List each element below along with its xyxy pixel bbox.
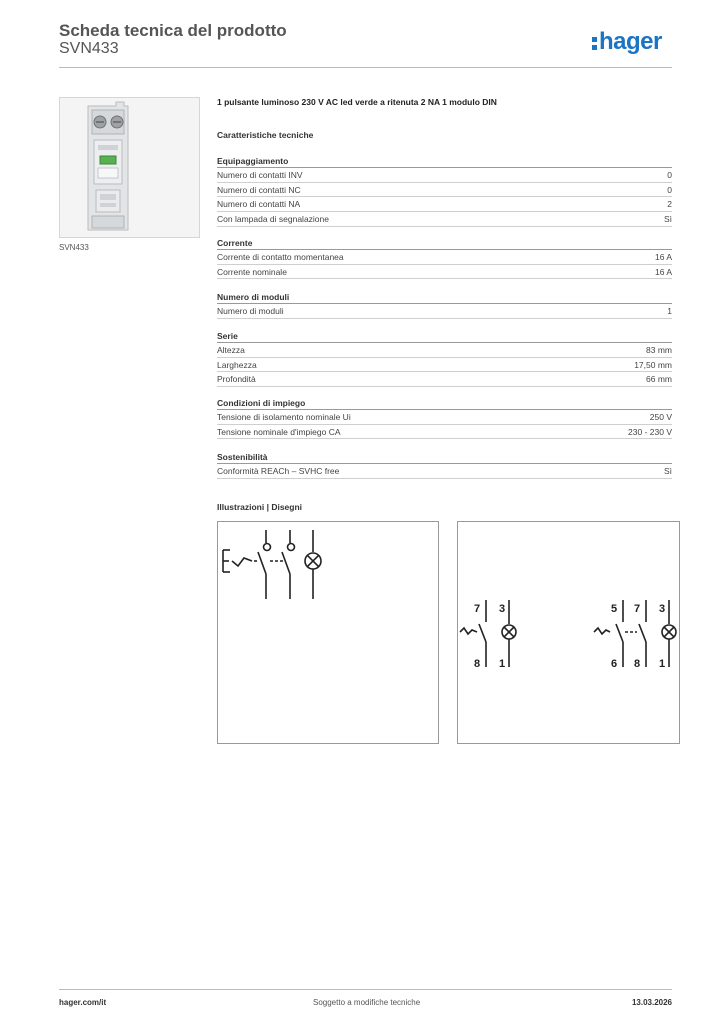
terminal-label: 7 [474, 603, 481, 615]
terminal-label: 7 [634, 603, 641, 615]
row-label: Profondità [217, 374, 256, 385]
page-title: Scheda tecnica del prodotto [59, 21, 287, 40]
wiring-diagram [457, 521, 680, 744]
table-row [217, 168, 672, 183]
product-image-caption: SVN433 [59, 243, 89, 252]
table-row [217, 464, 672, 479]
table-row [217, 212, 672, 227]
row-value: 2 [667, 199, 672, 210]
row-label: Numero di moduli [217, 306, 284, 316]
footer-divider [59, 989, 672, 990]
row-label: Corrente nominale [217, 266, 287, 277]
hager-logo[interactable] [592, 28, 662, 56]
din-rail-device-icon [60, 98, 199, 237]
row-value: 16 A [654, 266, 672, 277]
row-value: 66 mm [646, 374, 672, 385]
group-title: Numero di moduli [217, 291, 672, 304]
terminal-label: 1 [499, 658, 506, 670]
schematic-symbol-diagram [217, 521, 439, 744]
terminal-label: 3 [659, 603, 666, 615]
spec-group-condizioni [217, 397, 672, 439]
terminal-label: 1 [659, 658, 666, 670]
footer-date: 13.03.2026 [631, 998, 672, 1007]
row-label: Numero di contatti INV [217, 170, 303, 180]
table-row [217, 425, 672, 440]
terminal-label: 3 [499, 603, 506, 615]
row-label: Numero di contatti NA [217, 199, 301, 210]
row-value: Sì [663, 466, 672, 476]
illustrations-title: Illustrazioni | Disegni [217, 502, 303, 512]
group-title: Condizioni di impiego [217, 397, 672, 410]
pushbutton-symbol-icon [218, 522, 438, 743]
spec-group-sostenibilita [217, 451, 672, 479]
row-value: 83 mm [646, 345, 672, 355]
product-image [59, 97, 200, 238]
table-row [217, 372, 672, 387]
spec-group-corrente [217, 237, 672, 279]
spec-group-serie [217, 330, 672, 387]
product-description: 1 pulsante luminoso 230 V AC led verde a ritenuta 2 NA 1 modulo DIN [217, 97, 497, 107]
logo-dots-icon [592, 35, 597, 49]
table-row [217, 304, 672, 319]
group-title: Serie [217, 330, 672, 343]
row-label: Altezza [217, 345, 245, 355]
row-label: Larghezza [217, 359, 257, 370]
spec-group-numero-moduli [217, 291, 672, 319]
row-value: 0 [667, 184, 672, 195]
terminal-label: 6 [611, 658, 618, 670]
terminal-label: 8 [634, 658, 641, 670]
row-label: Numero di contatti NC [217, 184, 301, 195]
table-row [217, 358, 672, 373]
table-row [217, 410, 672, 425]
row-value: 17,50 mm [634, 359, 672, 370]
group-title: Equipaggiamento [217, 155, 672, 168]
row-value: 16 A [654, 252, 672, 262]
terminal-label: 8 [474, 658, 481, 670]
row-label: Corrente di contatto momentanea [217, 252, 344, 262]
row-value: Sì [663, 214, 672, 225]
row-value: 250 V [649, 412, 672, 422]
table-row [217, 265, 672, 280]
table-row [217, 197, 672, 212]
terminal-label: 5 [611, 603, 618, 615]
header-divider [59, 67, 672, 68]
table-row [217, 250, 672, 265]
logo-text: hager [599, 28, 662, 55]
row-value: 230 - 230 V [628, 426, 672, 437]
row-value: 0 [667, 170, 672, 180]
group-title: Sostenibilità [217, 451, 672, 464]
footer-website-link[interactable]: hager.com/it [59, 998, 107, 1007]
row-label: Tensione di isolamento nominale Ui [217, 412, 351, 422]
table-row [217, 343, 672, 358]
row-label: Con lampada di segnalazione [217, 214, 329, 225]
row-label: Tensione nominale d'impiego CA [217, 426, 341, 437]
footer-note: Soggetto a modifiche tecniche [313, 998, 421, 1007]
product-code: SVN433 [59, 40, 119, 57]
table-row [217, 183, 672, 198]
group-title: Corrente [217, 237, 672, 250]
spec-group-equipaggiamento [217, 155, 672, 227]
row-value: 1 [667, 306, 672, 316]
wiring-schematic-icon [458, 522, 679, 743]
section-title: Caratteristiche tecniche [217, 130, 314, 140]
row-label: Conformità REACh – SVHC free [217, 466, 340, 476]
